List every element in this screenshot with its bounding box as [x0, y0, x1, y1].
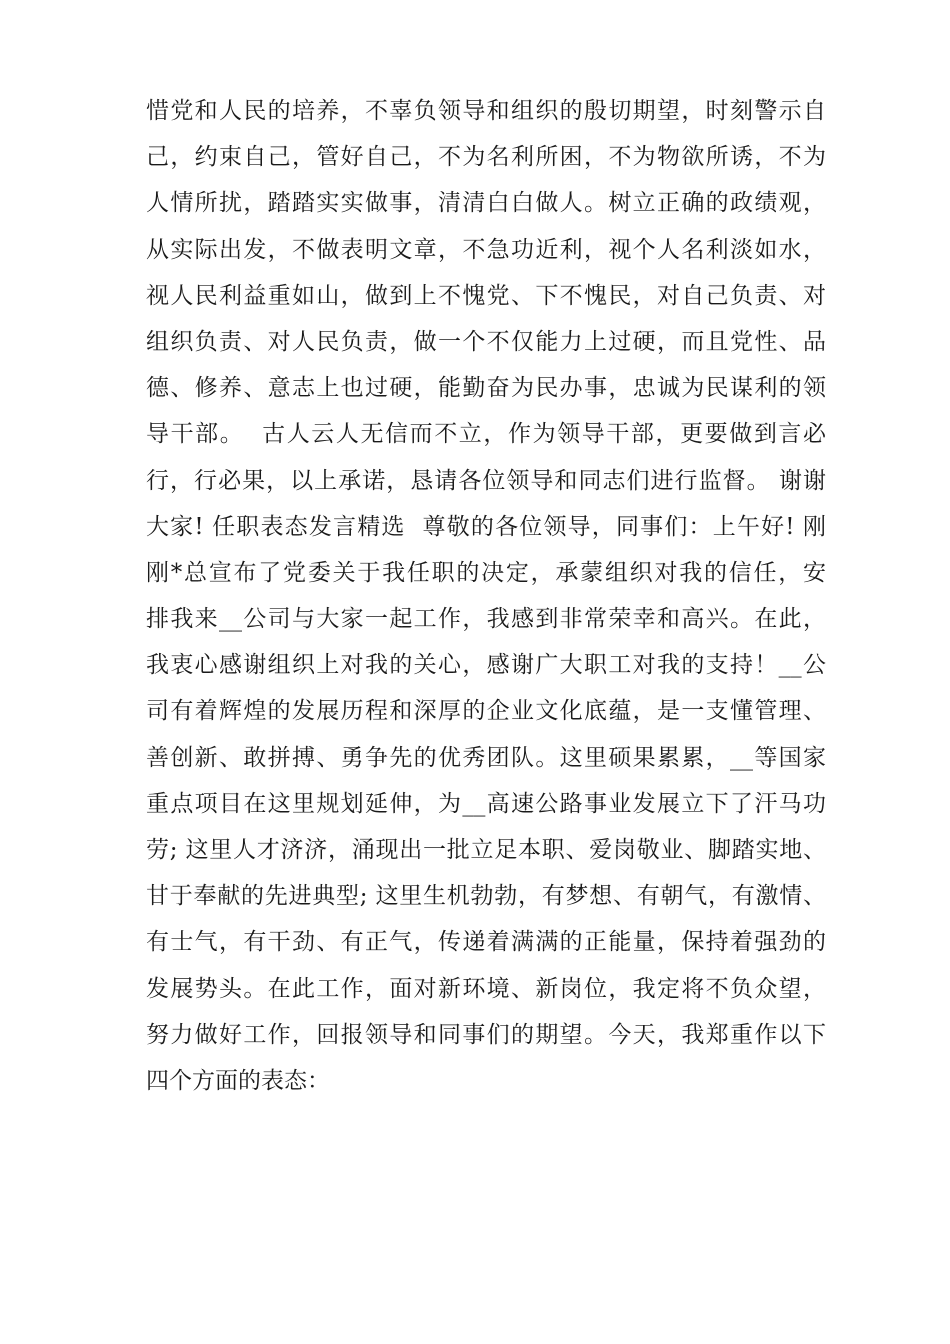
text-line: 司有着辉煌的发展历程和深厚的企业文化底蕴，是一支懂管理、: [146, 698, 826, 725]
text-line: 努力做好工作，回报领导和同事们的期望。今天，我郑重作以下: [146, 1021, 826, 1048]
text-line: 导干部。 古人云人无信而不立，作为领导干部，更要做到言必: [146, 421, 826, 448]
text-line: 四个方面的表态：: [146, 1067, 330, 1094]
text-line: 人情所扰，踏踏实实做事，清清白白做人。树立正确的政绩观，: [146, 190, 826, 217]
text-line: 发展势头。在此工作，面对新环境、新岗位，我定将不负众望，: [146, 975, 826, 1002]
text-line: 排我来__公司与大家一起工作，我感到非常荣幸和高兴。在此，: [146, 606, 826, 633]
text-line: 大家! 任职表态发言精选 尊敬的各位领导，同事们：上午好! 刚: [146, 513, 826, 540]
text-line: 己，约束自己，管好自己，不为名利所困，不为物欲所诱，不为: [146, 144, 826, 171]
text-line: 有士气，有干劲、有正气，传递着满满的正能量，保持着强劲的: [146, 929, 826, 956]
text-line: 善创新、敢拼搏、勇争先的优秀团队。这里硕果累累，__等国家: [146, 744, 826, 771]
text-line: 从实际出发，不做表明文章，不急功近利，视个人名利淡如水，: [146, 236, 826, 263]
text-line: 视人民利益重如山，做到上不愧党、下不愧民，对自己负责、对: [146, 282, 826, 309]
text-line: 刚*总宣布了党委关于我任职的决定，承蒙组织对我的信任，安: [146, 559, 826, 586]
text-line: 重点项目在这里规划延伸，为__高速公路事业发展立下了汗马功: [146, 790, 826, 817]
text-line: 甘于奉献的先进典型; 这里生机勃勃，有梦想、有朝气，有激情、: [146, 883, 826, 910]
text-line: 惜党和人民的培养，不辜负领导和组织的殷切期望，时刻警示自: [146, 98, 826, 124]
body-text: [146, 88, 826, 1104]
text-line: 劳; 这里人才济济，涌现出一批立足本职、爱岗敬业、脚踏实地、: [146, 837, 826, 863]
text-line: 组织负责、对人民负责，做一个不仅能力上过硬，而且党性、品: [146, 328, 826, 355]
text-line: 行，行必果，以上承诺，恳请各位领导和同志们进行监督。 谢谢: [146, 467, 826, 494]
text-line: 德、修养、意志上也过硬，能勤奋为民办事，忠诚为民谋利的领: [146, 375, 826, 402]
text-line: 我衷心感谢组织上对我的关心，感谢广大职工对我的支持！__公: [146, 652, 826, 679]
